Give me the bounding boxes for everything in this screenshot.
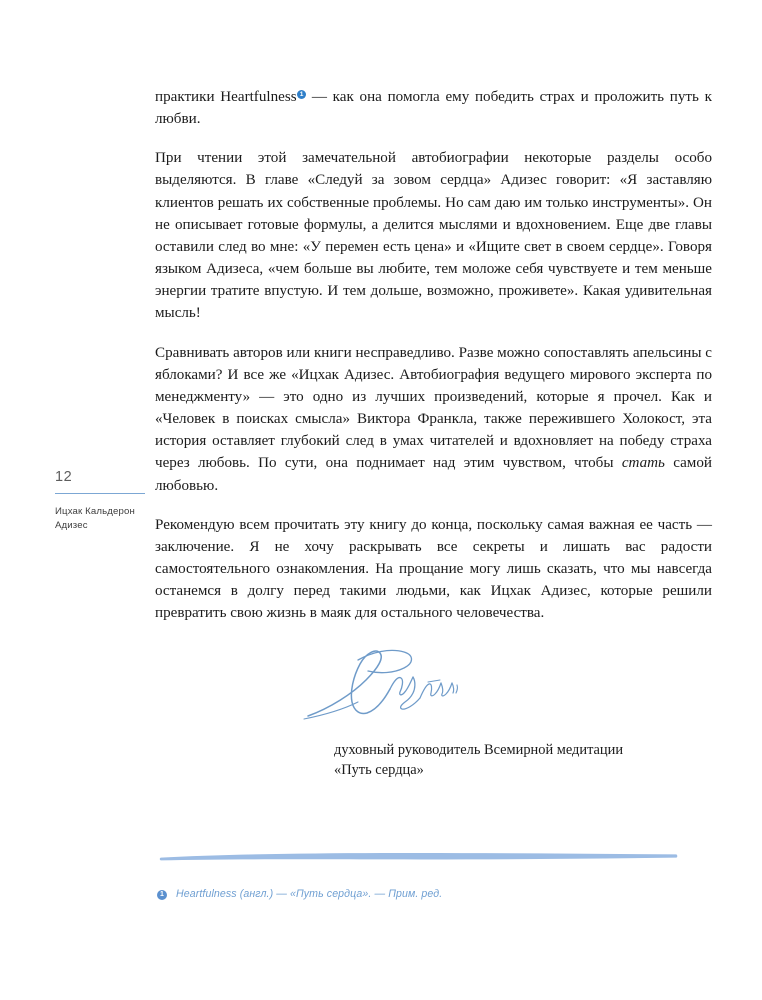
running-author-line-1: Ицхак Кальдерон (55, 506, 135, 518)
paragraph-1-text-before-ref: практики Heartfulness (155, 89, 297, 105)
paragraph-3-text-part-1: Сравнивать авторов или книги несправедливо. Разве можно сопоставлять апельсины с яблоками? И все же «Ицхак Адизес. Автобиография ведущего мирового эксперта по менеджменту» — это одно из лучших произведений, которые я прочел. Как и «Человек в поисках смысла» Виктора Франкла, также пережившего Холокост, эта история оставляет глубокий след в умах читателей и вдохновляет на победу страха через любовь. По сути, она поднимает над этим чувством, чтобы (155, 344, 712, 472)
running-author-line-2: Адизес (55, 520, 88, 531)
footnote-marker-icon: 1 (157, 890, 167, 900)
paragraph-3-text-part-2: самой любовью. (155, 455, 712, 494)
paragraph-1-text-after-ref: — как она помогла ему победить страх и проложить путь к любви. (155, 89, 712, 128)
paragraph-3-emphasis: стать (621, 455, 665, 472)
paragraph-3 (155, 342, 712, 497)
margin-block (55, 470, 151, 533)
paragraph-1 (155, 86, 712, 130)
signature-caption-line-1: духовный руководитель Всемирной медитации (334, 742, 624, 758)
text-column (155, 86, 712, 624)
signature-caption-line-2: «Путь сердца» (334, 762, 424, 779)
footnote-reference-marker[interactable]: 1 (297, 90, 306, 99)
running-author-name (55, 505, 151, 533)
page-number: 12 (55, 469, 73, 485)
footnote (157, 888, 697, 902)
handwritten-signature (300, 636, 500, 726)
folio-divider-rule (55, 493, 145, 495)
brush-stroke-divider (158, 848, 680, 864)
footnote-text: Heartfulness (англ.) — «Путь сердца». — Прим. ред. (176, 888, 443, 900)
paragraph-2: При чтении этой замечательной автобиографии некоторые разделы особо выделяются. В главе «Следуй за зовом сердца» Адизес говорит: «Я заставляю клиентов решать их собственные проблемы. Но сам даю им только инструменты». Он не описывает готовые формулы, а делится мыслями и вдохновением. Еще две главы оставили след во мне: «У перемен есть цена» и «Ищите свет в своем сердце». Говоря языком Адизеса, «чем больше вы любите, тем моложе себя чувствуете и тем меньше энергии тратите впустую. И тем дольше, возможно, проживете». Какая удивительная мысль! (155, 150, 712, 322)
signature-caption (334, 740, 714, 781)
paragraph-4: Рекомендую всем прочитать эту книгу до конца, поскольку самая важная ее часть — заключение. Я не хочу раскрывать все секреты и лишать вас радости самостоятельного ознакомления. На прощание могу лишь сказать, что мы навсегда останемся в долгу перед такими людьми, как Ицхак Адизес, которые решили превратить свою жизнь в маяк для остального человечества. (155, 516, 712, 622)
